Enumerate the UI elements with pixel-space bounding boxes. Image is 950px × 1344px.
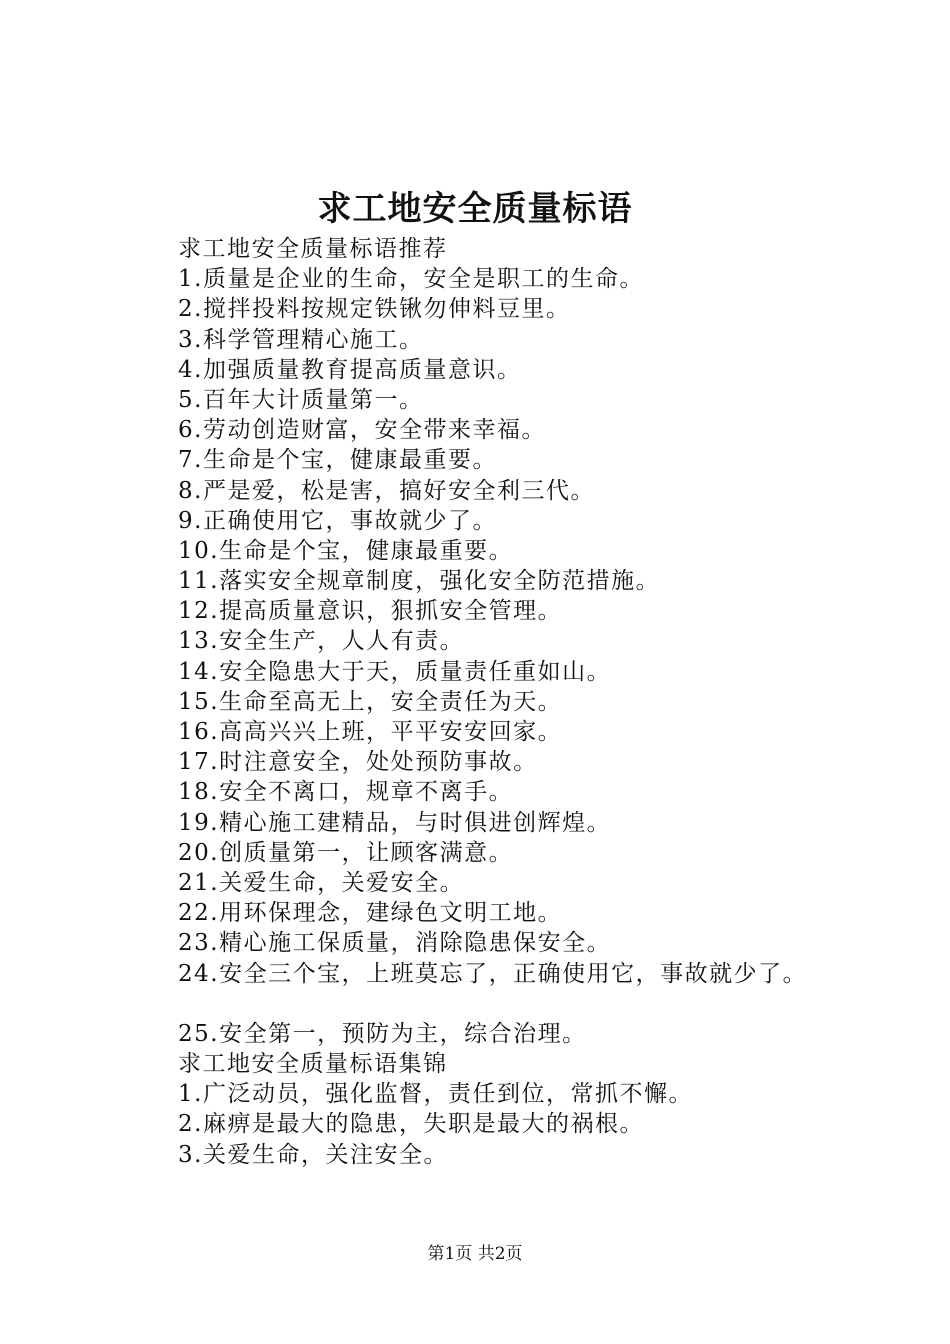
page-title: 求工地安全质量标语: [317, 189, 633, 229]
text-line: 25.安全第一，预防为主，综合治理。: [178, 1020, 587, 1047]
text-line: 13.安全生产，人人有责。: [178, 628, 465, 655]
text-line: 1.广泛动员，强化监督，责任到位，常抓不懈。: [178, 1081, 693, 1108]
text-line: 18.安全不离口，规章不离手。: [178, 779, 514, 806]
text-line: 12.提高质量意识，狠抓安全管理。: [178, 598, 563, 625]
text-line: 4.加强质量教育提高质量意识。: [178, 356, 522, 383]
text-line: 7.生命是个宝，健康最重要。: [178, 447, 497, 474]
text-line: 19.精心施工建精品，与时俱进创辉煌。: [178, 809, 612, 836]
text-line: 6.劳动创造财富，安全带来幸福。: [178, 417, 546, 444]
text-line: 8.严是爱，松是害，搞好安全利三代。: [178, 477, 595, 504]
blank-line: [178, 989, 878, 1019]
text-line: 24.安全三个宝，上班莫忘了，正确使用它，事故就少了。: [178, 960, 808, 987]
text-line: 17.时注意安全，处处预防事故。: [178, 749, 538, 776]
text-line: 3.关爱生命，关注安全。: [178, 1141, 448, 1168]
text-line: 求工地安全质量标语推荐: [178, 236, 448, 262]
text-line: 22.用环保理念，建绿色文明工地。: [178, 900, 563, 927]
text-line: 2.搅拌投料按规定铁锹勿伸料豆里。: [178, 296, 571, 323]
text-line: 10.生命是个宝，健康最重要。: [178, 537, 514, 564]
document-body: [178, 234, 878, 1170]
text-line: 15.生命至高无上，安全责任为天。: [178, 688, 563, 715]
text-line: 5.百年大计质量第一。: [178, 386, 424, 413]
text-line: 2.麻痹是最大的隐患，失职是最大的祸根。: [178, 1111, 644, 1138]
text-line: 11.落实安全规章制度，强化安全防范措施。: [178, 568, 661, 595]
text-line: 20.创质量第一，让顾客满意。: [178, 839, 514, 866]
text-line: 16.高高兴兴上班，平平安安回家。: [178, 719, 563, 745]
text-line: 求工地安全质量标语集锦: [178, 1051, 448, 1078]
text-line: 1.质量是企业的生命，安全是职工的生命。: [178, 266, 644, 293]
text-line: 23.精心施工保质量，消除隐患保安全。: [178, 930, 612, 957]
text-line: 21.关爱生命，关爱安全。: [178, 869, 465, 896]
text-line: 3.科学管理精心施工。: [178, 326, 424, 353]
page-footer: 第1页 共2页: [427, 1244, 523, 1264]
text-line: 14.安全隐患大于天，质量责任重如山。: [178, 658, 612, 685]
text-line: 9.正确使用它，事故就少了。: [178, 507, 497, 534]
